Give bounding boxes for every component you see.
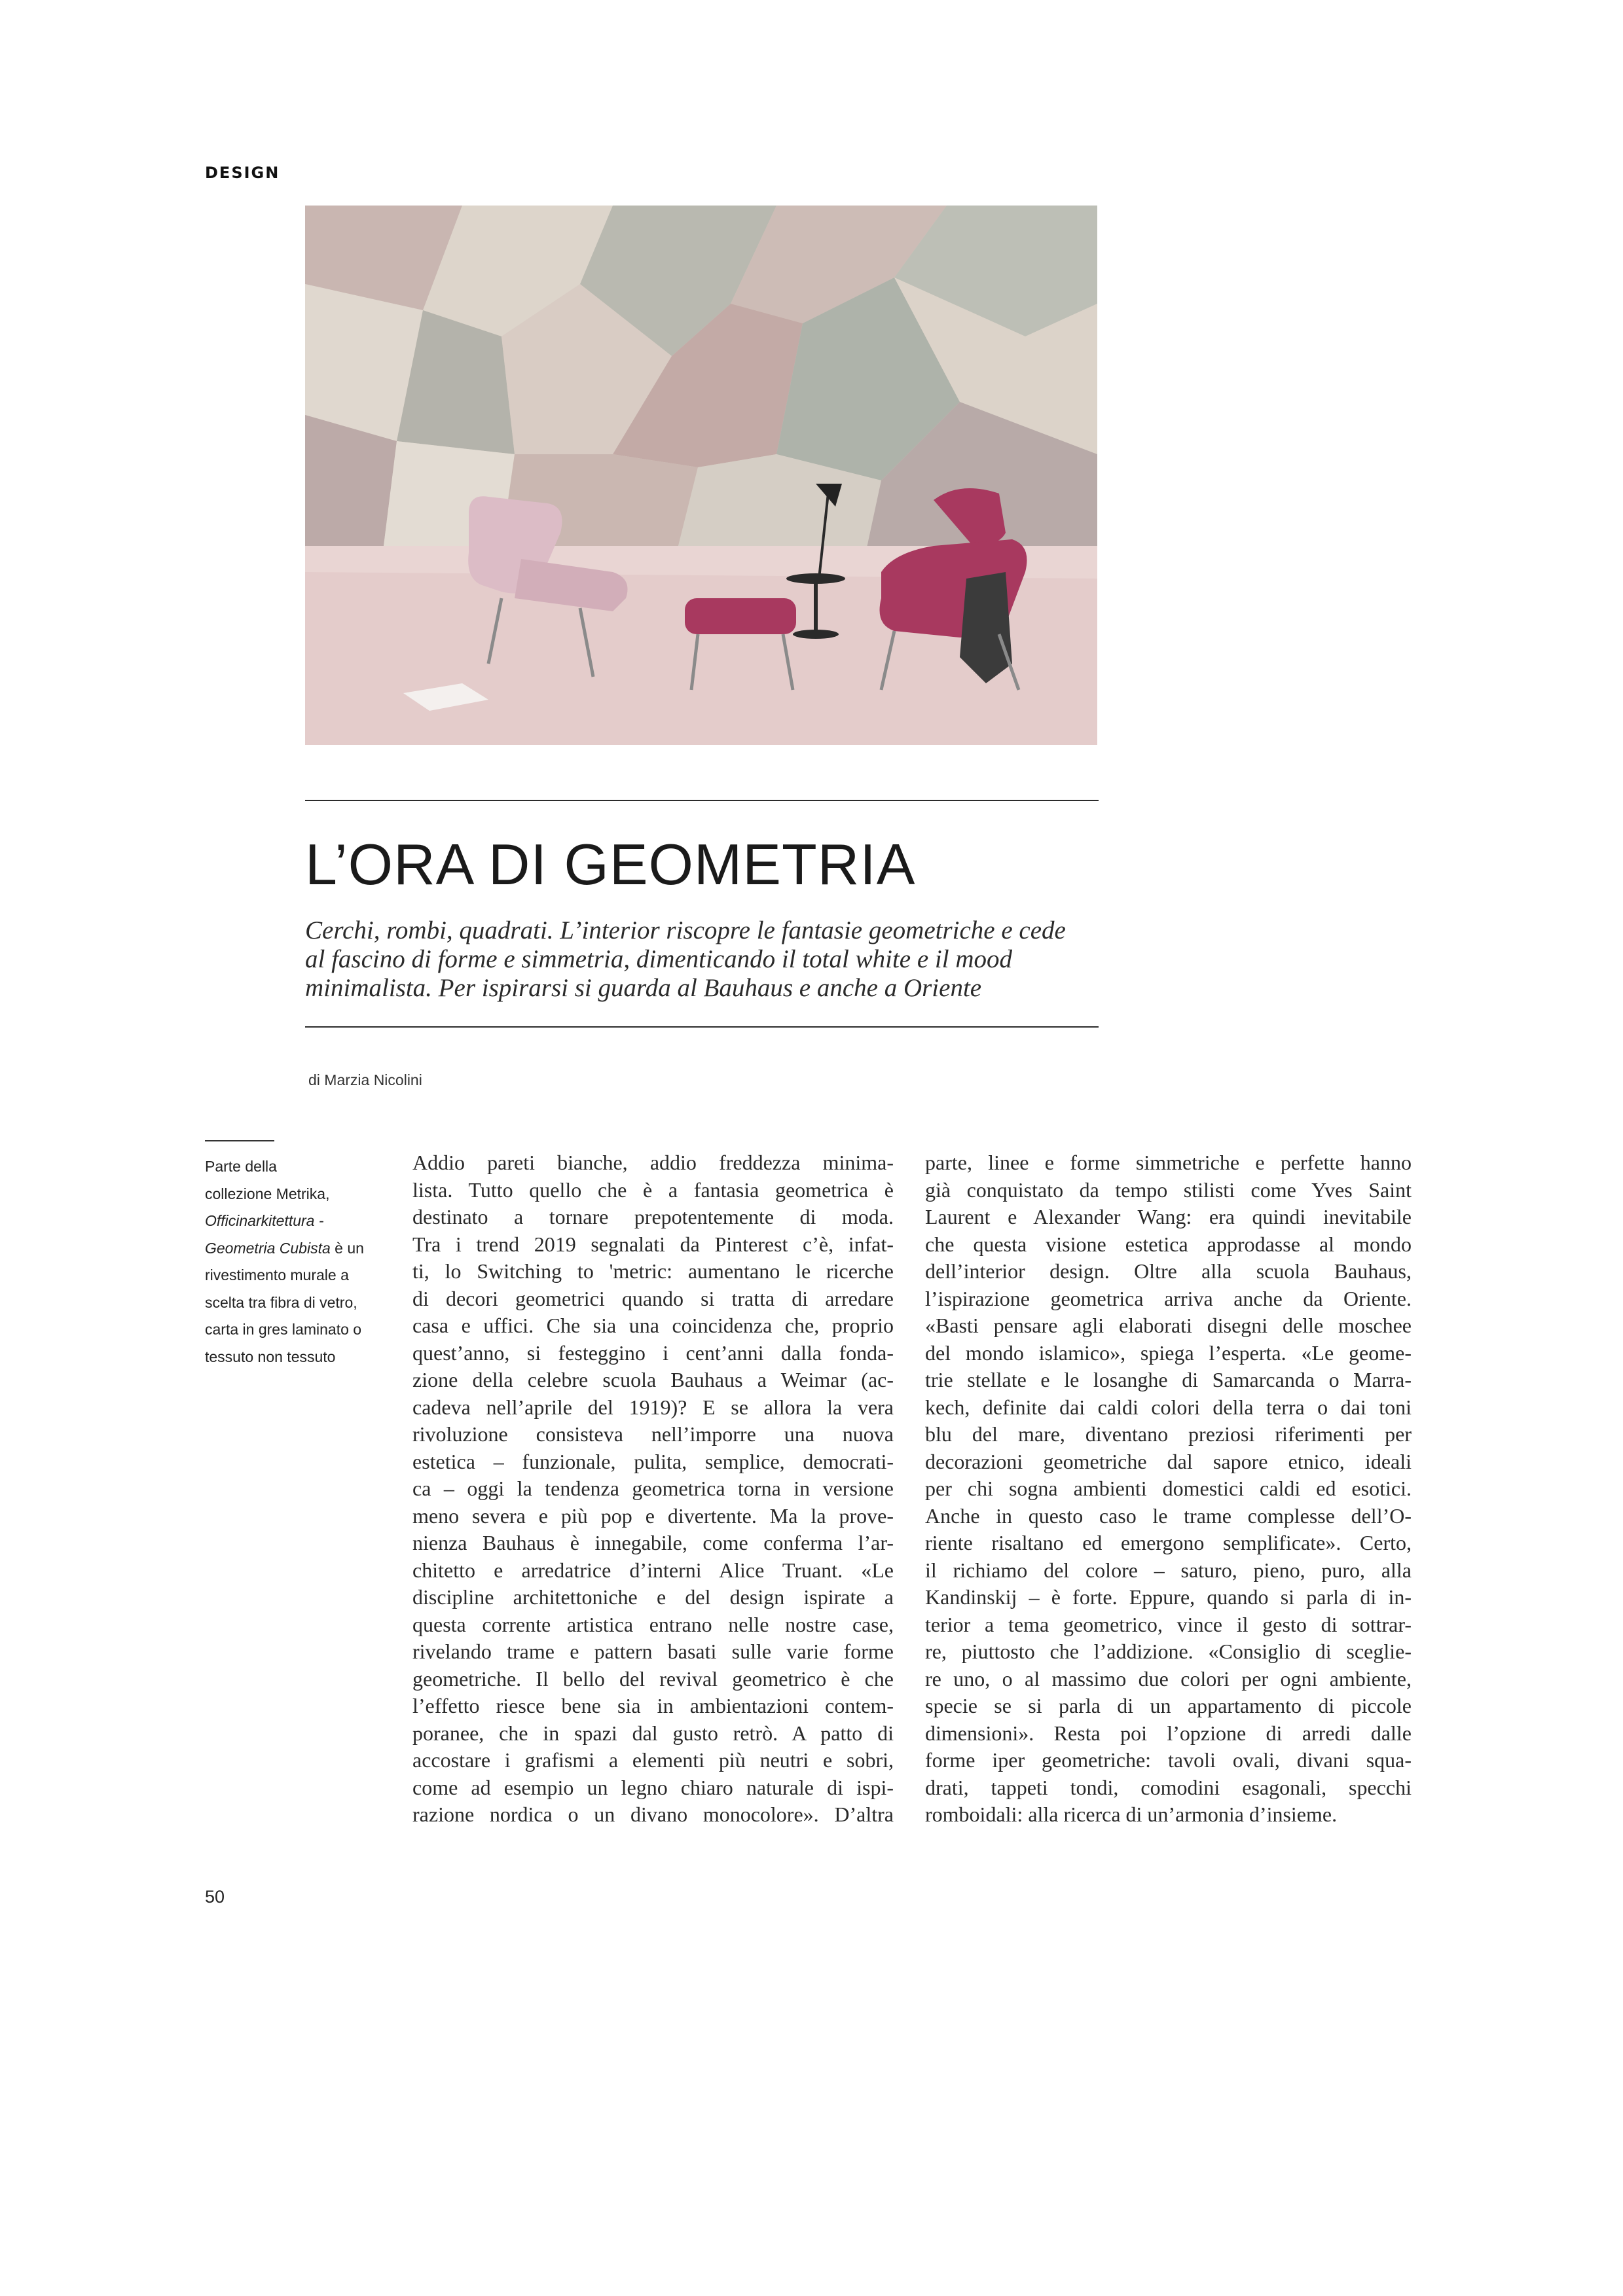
body-text-line: parte, linee e forme simmetriche e perfette hanno xyxy=(925,1151,1412,1174)
body-text-line: drati, tappeti tondi, comodini esagonali, specchi xyxy=(925,1775,1412,1799)
body-text-line: nienza Bauhaus è innegabile, come conferma l’ar- xyxy=(412,1531,894,1554)
standfirst-line: minimalista. Per ispirarsi si guarda al Bauhaus e anche a Oriente xyxy=(305,974,982,1002)
caption-line: Officinarkitettura - xyxy=(205,1212,324,1229)
body-text-line: dimensioni». Resta poi l’opzione di arredi dalle xyxy=(925,1721,1412,1745)
body-text-line: meno severa e più pop e divertente. Ma la prove- xyxy=(412,1503,894,1528)
body-text-line: accostare i grafismi a elementi più neutri e sobri, xyxy=(412,1748,894,1772)
body-text-line: specie se si parla di un appartamento di piccole xyxy=(925,1694,1412,1717)
body-text-line: geometriche. Il bello del revival geometrico è che xyxy=(412,1666,894,1691)
body-text-line: dell’interior design. Oltre alla scuola Bauhaus, xyxy=(925,1259,1412,1283)
body-text-line: romboidali: alla ricerca di un’armonia d’insieme. xyxy=(925,1803,1338,1826)
body-text-line: Kandinskij – è forte. Eppure, quando si parla di in- xyxy=(925,1585,1412,1609)
caption-italic-fragment: Geometria Cubista xyxy=(205,1239,331,1257)
body-text-line: zione della celebre scuola Bauhaus a Weimar (ac- xyxy=(412,1368,894,1391)
body-text-line: cadeva nell’aprile del 1919)? E se allora la vera xyxy=(412,1395,894,1419)
title-top-rule xyxy=(305,800,1099,801)
caption-line: rivestimento murale a xyxy=(205,1266,349,1283)
body-text-line: decorazioni geometriche dal sapore etnico, ideali xyxy=(925,1449,1412,1473)
body-text-line: chitetto e arredatrice d’interni Alice Truant. «Le xyxy=(412,1558,894,1582)
caption-line: collezione Metrika, xyxy=(205,1185,330,1202)
geometric-wallpaper-room-illustration xyxy=(305,206,1097,745)
body-text-line: destinato a tornare prepotentemente di moda. xyxy=(412,1205,894,1229)
body-text-line: che questa visione estetica approdasse al mondo xyxy=(925,1232,1412,1256)
body-text-line: lista. Tutto quello che è a fantasia geometrica è xyxy=(412,1177,894,1202)
body-text-line: re, piuttosto che l’addizione. «Consiglio di sceglie- xyxy=(925,1640,1412,1663)
body-text-line: il richiamo del colore – saturo, pieno, puro, alla xyxy=(925,1558,1412,1582)
article-title: L’ORA DI GEOMETRIA xyxy=(305,832,916,897)
caption-line: tessuto non tessuto xyxy=(205,1348,336,1365)
caption-line: scelta tra fibra di vetro, xyxy=(205,1293,357,1311)
body-text-line: ca – oggi la tendenza geometrica torna in versione xyxy=(412,1477,894,1500)
body-text-line: l’effetto riesce bene sia in ambientazioni contem- xyxy=(412,1694,894,1717)
body-text-line: quest’anno, si festeggino i cent’anni dalla fonda- xyxy=(412,1340,894,1365)
caption-line: carta in gres laminato o xyxy=(205,1321,362,1338)
body-text-line: rivoluzione consisteva nell’imporre una nuova xyxy=(412,1422,894,1446)
body-text-line: «Basti pensare agli elaborati disegni delle moschee xyxy=(925,1314,1412,1337)
standfirst-line: Cerchi, rombi, quadrati. L’interior riscopre le fantasie geometriche e cede xyxy=(305,916,1066,944)
body-text-line: trie stellate e le losanghe di Samarcanda o Marra- xyxy=(925,1368,1412,1391)
body-text-line: casa e uffici. Che sia una coincidenza che, proprio xyxy=(412,1314,894,1337)
caption-line: Parte della xyxy=(205,1158,277,1175)
body-text-line: l’ispirazione geometrica arriva anche da Oriente. xyxy=(925,1286,1412,1310)
body-text-line: del mondo islamico», spiega l’esperta. «Le geome- xyxy=(925,1340,1412,1365)
caption-line: Geometria Cubista è un xyxy=(205,1239,364,1257)
byline: di Marzia Nicolini xyxy=(308,1071,422,1088)
body-text-line: terior a tema geometrico, vince il gesto di sottrar- xyxy=(925,1612,1412,1636)
body-text-line: blu del mare, diventano preziosi riferimenti per xyxy=(925,1422,1412,1446)
body-text-line: razione nordica o un divano monocolore». D’altra xyxy=(412,1803,894,1826)
body-text-line: rivelando trame e pattern basati sulle varie forme xyxy=(412,1640,894,1663)
standfirst xyxy=(305,916,1117,1003)
body-text-line: kech, definite dai caldi colori della terra o dai toni xyxy=(925,1395,1412,1419)
body-text-line: Anche in questo caso le trame complesse dell’O- xyxy=(925,1503,1412,1528)
standfirst-bottom-rule xyxy=(305,1026,1099,1028)
body-text-line: già conquistato da tempo stilisti come Yves Saint xyxy=(925,1177,1412,1202)
body-text-line: per chi sogna ambienti domestici caldi ed esotici. xyxy=(925,1477,1412,1500)
body-text-line: poranee, che in spazi dal gusto retrò. A patto di xyxy=(412,1721,894,1745)
body-text-line: come ad esempio un legno chiaro naturale di ispi- xyxy=(412,1775,894,1799)
body-text-line: Addio pareti bianche, addio freddezza minima- xyxy=(412,1151,894,1174)
page-number: 50 xyxy=(205,1887,225,1907)
hero-photo xyxy=(305,206,1097,745)
body-text-line: estetica – funzionale, pulita, semplice, democrati- xyxy=(412,1449,894,1473)
body-text-line: di decori geometrici quando si tratta di arredare xyxy=(412,1286,894,1310)
body-column-2 xyxy=(925,1149,1412,1829)
body-text-line: Tra i trend 2019 segnalati da Pinterest c’è, infat- xyxy=(412,1232,894,1256)
section-label: DESIGN xyxy=(205,164,280,182)
body-text-line: questa corrente artistica entrano nelle nostre case, xyxy=(412,1612,894,1636)
caption-rule xyxy=(205,1140,274,1141)
body-text-line: forme iper geometriche: tavoli ovali, divani squa- xyxy=(925,1748,1412,1772)
standfirst-line: al fascino di forme e simmetria, dimenticando il total white e il mood xyxy=(305,945,1012,973)
body-text-line: ti, lo Switching to 'metric: aumentano le ricerche xyxy=(412,1259,894,1283)
body-text-line: Laurent e Alexander Wang: era quindi inevitabile xyxy=(925,1205,1412,1229)
body-text-line: discipline architettoniche e del design ispirate a xyxy=(412,1585,894,1609)
photo-caption xyxy=(205,1153,388,1371)
body-text-line: riente risaltano ed emergono semplificate». Certo, xyxy=(925,1531,1412,1554)
body-text-line: re uno, o al massimo due colori per ogni ambiente, xyxy=(925,1666,1412,1691)
body-column-1 xyxy=(412,1149,894,1829)
